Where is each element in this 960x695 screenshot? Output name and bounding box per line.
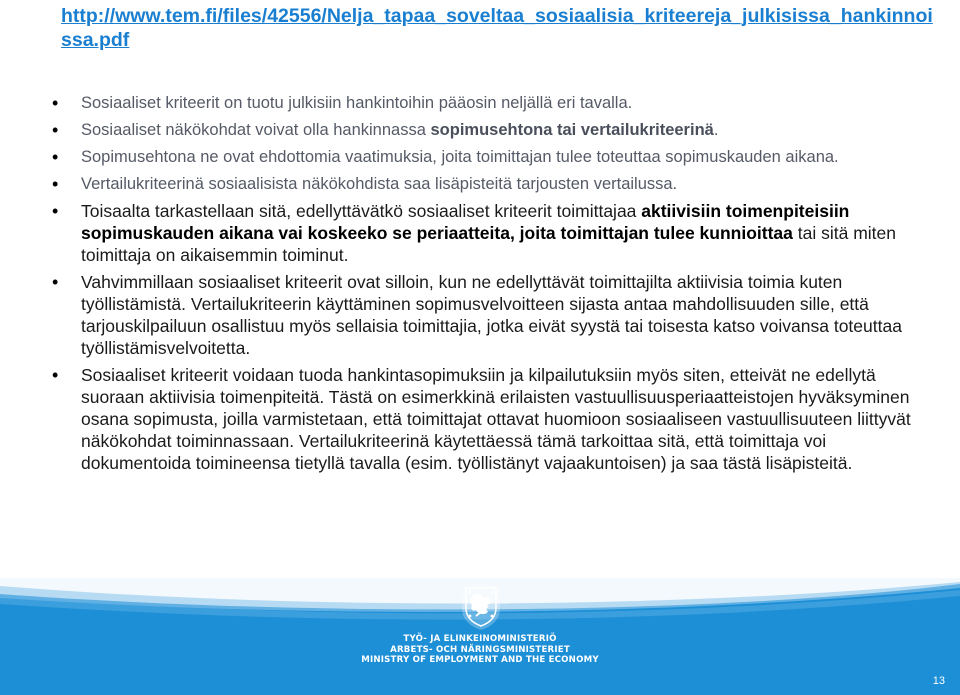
bullet-text: Vertailukriteerinä sosiaalisista näkökohdista saa lisäpisteitä tarjousten vertailussa. xyxy=(81,175,678,193)
bullet-item xyxy=(52,92,912,114)
bullet-list xyxy=(52,92,912,479)
bullet-text: Sopimusehtona ne ovat ehdottomia vaatimuksia, joita toimittajan tulee toteuttaa sopimuskauden aikana. xyxy=(81,148,839,166)
bullet-text: Toisaalta tarkastellaan sitä, edellyttävätkö sosiaaliset kriteerit toimittajaa xyxy=(81,201,642,221)
bullet-text: tai sitä miten toimittaja on aikaisemmin toiminut. xyxy=(81,223,897,265)
finnish-lion-coat-of-arms-icon xyxy=(458,582,504,632)
bullet-item xyxy=(52,271,912,359)
bullet-item xyxy=(52,119,912,141)
bullet-item xyxy=(52,146,912,168)
bullet-text: Sosiaaliset kriteerit on tuotu julkisiin hankintoihin pääosin neljällä eri tavalla. xyxy=(81,94,633,112)
ministry-name xyxy=(330,634,630,666)
bullet-text: . xyxy=(713,121,719,139)
bullet-text: Sosiaaliset näkökohdat voivat olla hankinnassa xyxy=(81,121,431,139)
bullet-text-bold: sopimusehtona tai vertailukriteerinä xyxy=(430,121,714,139)
bullet-text-bold: aktiivisiin toimenpiteisiin sopimuskauden aikana vai koskeeko se periaatteita, joita toimittajan tulee kunnioittaa xyxy=(81,201,850,243)
ministry-name-fi: TYÖ- JA ELINKEINOMINISTERIÖ xyxy=(403,634,557,644)
bullet-text: Vahvimmillaan sosiaaliset kriteerit ovat silloin, kun ne edellyttävät toimittajilta aktiivisia toimia kuten työllistämistä. Vertailukriteerin käyttäminen sopimusvelvoitteen sijasta antaa mahdollisuuden sille, että tarjouskilpailuun osallistuu myös sellaisia toimittajia, jotka eivät syystä tai toisesta katso voivansa toteuttaa työllistämisvelvoitetta. xyxy=(81,272,902,358)
ministry-name-en: MINISTRY OF EMPLOYMENT AND THE ECONOMY xyxy=(361,655,599,665)
bullet-text: Sosiaaliset kriteerit voidaan tuoda hankintasopimuksiin ja kilpailutuksiin myös siten, etteivät ne edellytä suoraan aktiivisia toimenpiteitä. Tästä on esimerkkinä erilaisten vastuullisuusperiaatteistojen hyväksyminen osana sopimusta, joilla varmistetaan, että toimittajat ottavat huomioon sosiaaliseen vastuullisuuteen liittyvät näkökohdat toiminnassaan. Vertailukriteerinä käytettäessä tämä tarkoittaa sitä, että toimittaja voi dokumentoida toimineensa tietyllä tavalla (esim. työllistänyt vajaakuntoisen) ja saa tästä lisäpisteitä. xyxy=(81,365,911,473)
ministry-name-sv: ARBETS- OCH NÄRINGSMINISTERIET xyxy=(390,644,570,655)
bullet-item xyxy=(52,364,912,474)
bullet-item xyxy=(52,173,912,195)
bullet-item xyxy=(52,200,912,266)
source-url-link[interactable]: http://www.tem.fi/files/42556/Nelja_tapaa_soveltaa_sosiaalisia_kriteereja_julkisissa_hankinnoissa.pdf xyxy=(61,5,933,51)
page-number: 13 xyxy=(932,675,945,687)
